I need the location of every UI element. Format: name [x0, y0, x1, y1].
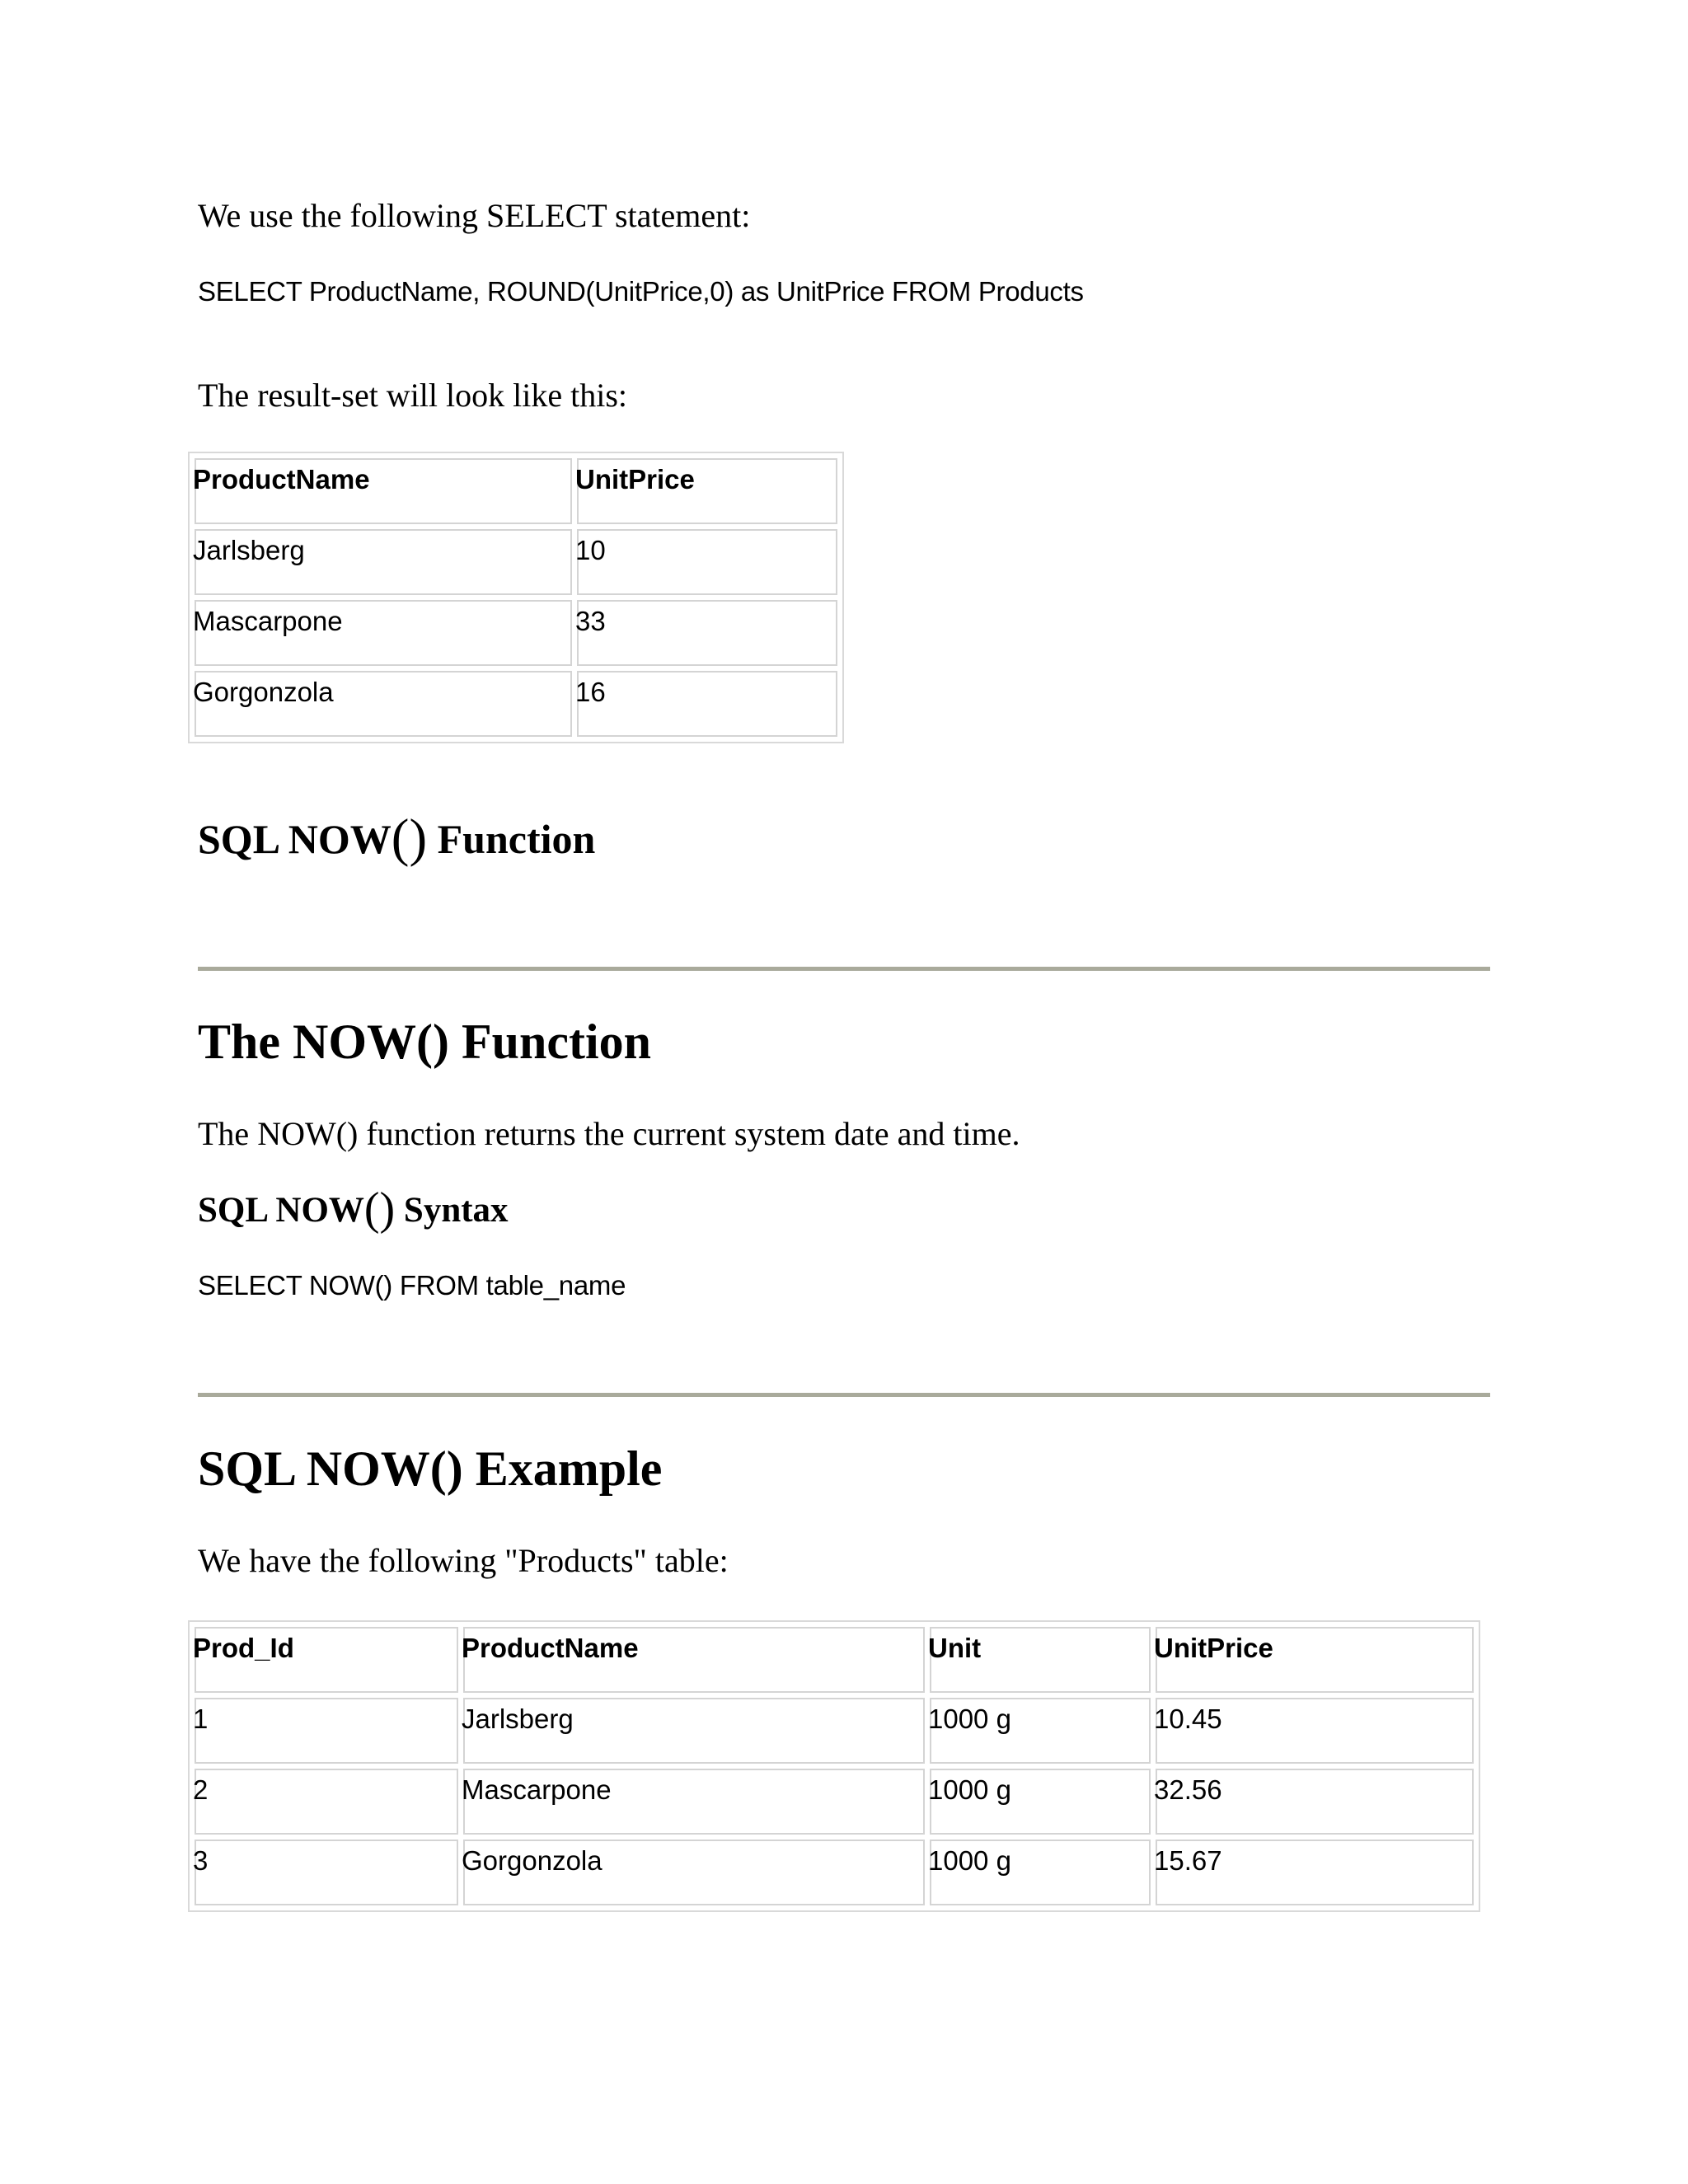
now-function-title: SQL NOW() Function [198, 808, 596, 868]
divider [198, 967, 1490, 971]
table-cell: Mascarpone [463, 1769, 925, 1835]
table-header-row [195, 458, 837, 524]
table-header-cell: UnitPrice [577, 458, 837, 524]
table-header-cell: Unit [930, 1627, 1151, 1693]
result-table [188, 452, 844, 743]
example-intro: We have the following "Products" table: [198, 1542, 729, 1579]
table-header-row [195, 1627, 1474, 1693]
table-row [195, 600, 837, 666]
select-code: SELECT ProductName, ROUND(UnitPrice,0) as UnitPrice FROM Products [198, 276, 1084, 307]
table-cell: Jarlsberg [463, 1698, 925, 1764]
table-cell: 1000 g [930, 1840, 1151, 1905]
table-cell: 33 [577, 600, 837, 666]
result-intro-text: The result-set will look like this: [198, 377, 628, 414]
table-row [195, 529, 837, 595]
table-cell: 3 [195, 1840, 458, 1905]
table-header-cell: ProductName [463, 1627, 925, 1693]
table-cell: Mascarpone [195, 600, 572, 666]
now-description: The NOW() function returns the current system date and time. [198, 1115, 1020, 1152]
table-cell: 2 [195, 1769, 458, 1835]
table-header-cell: ProductName [195, 458, 572, 524]
now-section-heading: The NOW() Function [198, 1015, 652, 1069]
table-cell: 1 [195, 1698, 458, 1764]
table-cell: 1000 g [930, 1698, 1151, 1764]
table-cell: 15.67 [1156, 1840, 1474, 1905]
table-row [195, 671, 837, 737]
table-row [195, 1840, 1474, 1905]
table-header-cell: UnitPrice [1156, 1627, 1474, 1693]
table-row [195, 1769, 1474, 1835]
example-heading: SQL NOW() Example [198, 1441, 663, 1496]
table-cell: 10 [577, 529, 837, 595]
table-header-cell: Prod_Id [195, 1627, 458, 1693]
table-cell: 32.56 [1156, 1769, 1474, 1835]
table-cell: 1000 g [930, 1769, 1151, 1835]
table-row [195, 1698, 1474, 1764]
table-cell: Gorgonzola [463, 1840, 925, 1905]
products-table [188, 1620, 1480, 1912]
table-cell: 16 [577, 671, 837, 737]
syntax-code: SELECT NOW() FROM table_name [198, 1270, 626, 1301]
syntax-heading: SQL NOW() Syntax [198, 1183, 509, 1235]
select-intro-text: We use the following SELECT statement: [198, 197, 751, 234]
table-cell: 10.45 [1156, 1698, 1474, 1764]
table-cell: Gorgonzola [195, 671, 572, 737]
divider [198, 1393, 1490, 1397]
table-cell: Jarlsberg [195, 529, 572, 595]
